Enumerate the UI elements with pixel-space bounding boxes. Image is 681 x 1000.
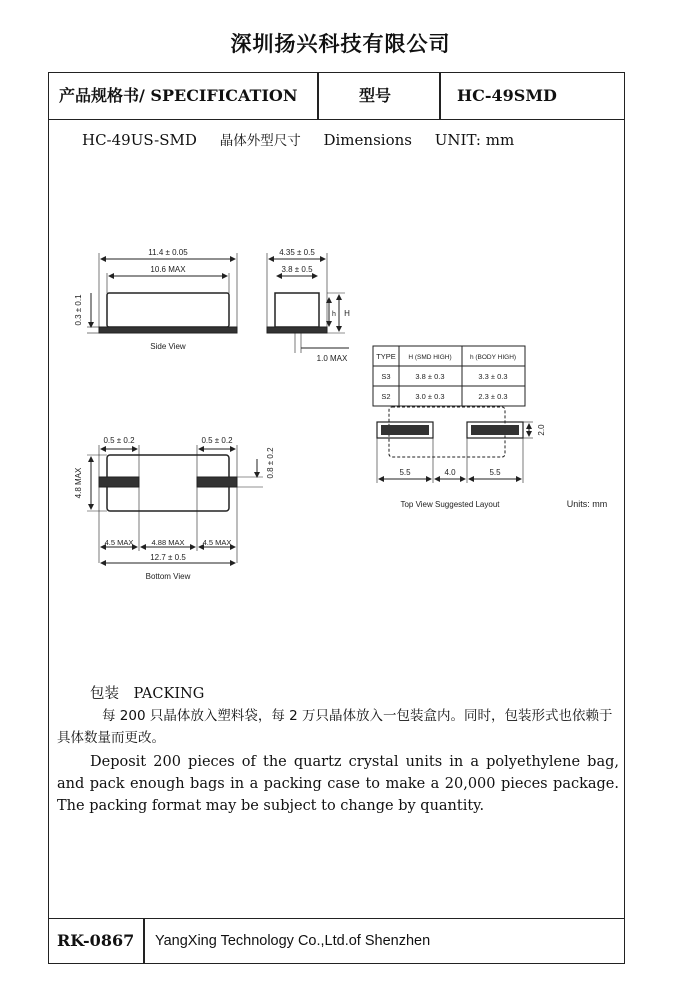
spec-label: 产品规格书/ SPECIFICATION <box>59 86 298 105</box>
type-table-cell: 3.8 ± 0.3 <box>415 372 445 381</box>
suggested-layout <box>349 393 626 513</box>
bottom-pad-right: 0.5 ± 0.2 <box>201 436 233 445</box>
side-view-body <box>107 293 229 327</box>
layout-seg1: 5.5 <box>399 468 411 477</box>
packing-section <box>57 683 619 817</box>
layout-seg3: 5.5 <box>489 468 501 477</box>
bottom-pad-left: 0.5 ± 0.2 <box>103 436 135 445</box>
end-height-H: H <box>344 309 350 318</box>
type-table-header-H: H (SMD HIGH) <box>408 354 452 361</box>
bottom-pad-height: 0.8 ± 0.2 <box>266 447 275 479</box>
side-view-caption: Side View <box>150 342 186 351</box>
type-table-header-h: h (BODY HIGH) <box>469 354 517 361</box>
end-view-body <box>275 293 319 327</box>
bottom-seg2: 4.88 MAX <box>151 538 185 547</box>
side-width-total: 11.4 ± 0.05 <box>148 248 188 257</box>
type-table-cell: S2 <box>381 392 391 401</box>
bottom-total-dim <box>49 541 626 621</box>
end-lead: 1.0 MAX <box>316 354 348 363</box>
bottom-seg3: 4.5 MAX <box>202 538 232 547</box>
packing-heading: 包装 PACKING <box>90 686 205 702</box>
bottom-seg1: 4.5 MAX <box>104 538 134 547</box>
end-view-base <box>267 327 327 333</box>
type-table-cell: 2.3 ± 0.3 <box>478 392 508 401</box>
section-title <box>82 129 532 149</box>
bottom-body-height: 4.8 MAX <box>74 467 83 499</box>
packing-text-en: Deposit 200 pieces of the quartz crystal units in a polyethylene bag, and pack enough bags in a packing case to make a 20,000 pieces package. The packing format may be subject to change by quantity. <box>57 754 619 814</box>
bottom-view-pad-right <box>197 477 237 487</box>
side-view-base <box>99 327 237 333</box>
type-table-cell: 3.3 ± 0.3 <box>478 372 508 381</box>
layout-units: Units: mm <box>566 499 608 509</box>
section-en-title: Dimensions <box>323 131 412 149</box>
end-width-total: 4.35 ± 0.5 <box>279 248 315 257</box>
side-lead-thickness: 0.3 ± 0.1 <box>74 294 83 326</box>
bottom-view-caption: Bottom View <box>145 572 191 581</box>
model-label: 型号 <box>359 86 392 105</box>
bottom-view-pad-left <box>99 477 139 487</box>
end-width-inner: 3.8 ± 0.5 <box>281 265 313 274</box>
side-width-max: 10.6 MAX <box>150 265 186 274</box>
bottom-total: 12.7 ± 0.5 <box>150 553 186 562</box>
type-table-cell: 3.0 ± 0.3 <box>415 392 445 401</box>
company-name: 深圳扬兴科技有限公司 <box>230 31 451 56</box>
spec-header <box>49 73 624 120</box>
layout-pad-height: 2.0 <box>537 424 546 436</box>
packing-text-zh: 每 200 只晶体放入塑料袋，每 2 万只晶体放入一包装盒内。同时，包装形式也依赖于具体数量而更改。 <box>57 708 613 746</box>
document-code: RK-0867 <box>57 931 135 950</box>
section-model: HC-49US-SMD <box>82 131 197 149</box>
spec-frame <box>48 72 625 964</box>
section-zh-title: 晶体外型尺寸 <box>219 133 301 149</box>
end-height-h: h <box>332 311 336 318</box>
layout-caption: Top View Suggested Layout <box>400 500 500 509</box>
model-value: HC-49SMD <box>457 86 557 105</box>
layout-seg2: 4.0 <box>444 468 456 477</box>
type-table-header-type: TYPE <box>376 352 396 361</box>
spec-footer <box>49 918 624 963</box>
section-unit: UNIT: mm <box>434 131 515 149</box>
company-name-en: YangXing Technology Co.,Ltd.of Shenzhen <box>155 933 431 949</box>
type-table-cell: S3 <box>381 372 391 381</box>
